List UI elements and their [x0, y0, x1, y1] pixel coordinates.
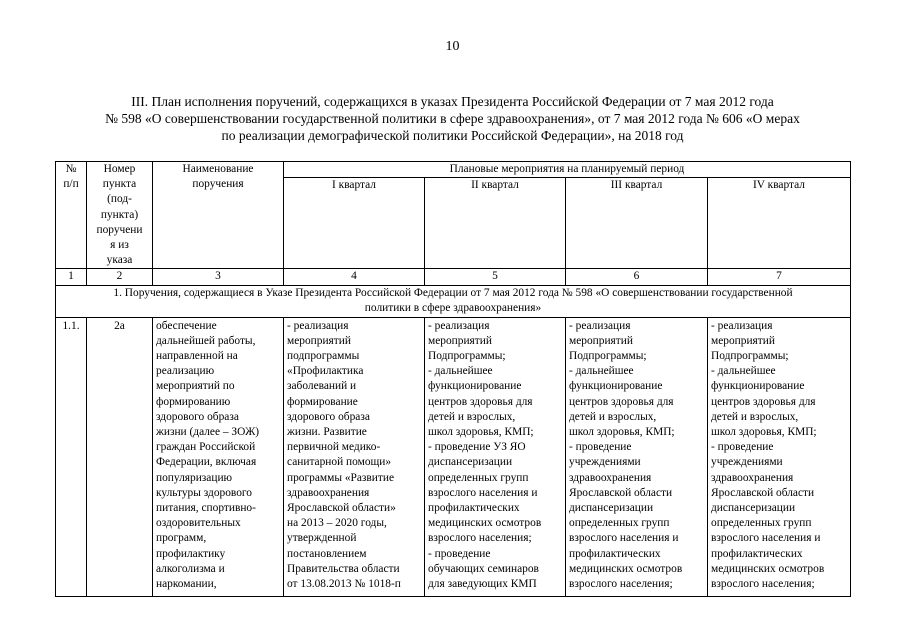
cell-line: здравоохранения	[711, 471, 794, 484]
section-heading: 1. Поручения, содержащиеся в Указе Президента Российской Федерации от 7 мая 2012 года № 598 «О совершенствовании государственной политики в сфере здравоохранения»	[56, 285, 851, 317]
cell-line: детей и взрослых,	[711, 410, 799, 423]
header-col-name: Наименование поручения	[153, 162, 284, 269]
cell-line: диспансеризации	[569, 502, 654, 515]
column-number: 6	[566, 269, 708, 285]
cell-line: - реализация	[287, 319, 349, 332]
cell-line: функционирование	[428, 380, 522, 393]
cell-line: здравоохранения	[569, 471, 652, 484]
document-title	[40, 93, 865, 144]
cell-line: профилактику	[156, 547, 226, 560]
cell-line: здорового образа	[287, 410, 370, 423]
page-number: 10	[445, 39, 460, 54]
header-row	[56, 162, 851, 178]
cell-line: утвержденной	[287, 532, 357, 545]
cell-line: мероприятий	[287, 334, 351, 347]
header-quarter-2: II квартал	[425, 178, 566, 269]
cell-line: детей и взрослых,	[428, 410, 516, 423]
cell-line: мероприятий	[711, 334, 775, 347]
cell-line: - дальнейшее	[428, 365, 493, 378]
cell-line: Ярославской области	[569, 486, 673, 499]
cell-line: - дальнейшее	[711, 365, 776, 378]
plan-table	[55, 161, 851, 597]
cell-line: медицинских осмотров	[428, 517, 542, 530]
cell-line: - реализация	[569, 319, 631, 332]
cell-line: для заведующих КМП	[428, 578, 537, 591]
cell-line: центров здоровья для	[428, 395, 533, 408]
cell-line: мероприятий	[428, 334, 492, 347]
cell-line: Подпрограммы;	[711, 350, 789, 363]
cell-line: диспансеризации	[428, 456, 513, 469]
header-col-point: Номер пункта (под- пункта) поручени я из указа	[87, 162, 153, 269]
cell-line: учреждениями	[569, 456, 641, 469]
row-quarter-4	[708, 317, 851, 596]
cell-line: взрослого населения;	[711, 578, 815, 591]
cell-line: школ здоровья, КМП;	[711, 426, 817, 439]
cell-line: «Профилактика	[287, 365, 364, 378]
column-number: 3	[153, 269, 284, 285]
title-line: № 598 «О совершенствовании государственной политики в сфере здравоохранения», от 7 мая 2012 года № 606 «О мерах	[105, 111, 800, 126]
cell-line: медицинских осмотров	[569, 562, 683, 575]
cell-line: школ здоровья, КМП;	[569, 426, 675, 439]
column-number: 5	[425, 269, 566, 285]
cell-line: профилактических	[711, 547, 803, 560]
cell-line: алкоголизма и	[156, 562, 225, 575]
cell-line: определенных групп	[428, 471, 529, 484]
cell-line: программ,	[156, 532, 207, 545]
cell-line: первичной медико-	[287, 441, 381, 454]
cell-line: взрослого населения;	[428, 532, 532, 545]
cell-line: - реализация	[711, 319, 773, 332]
cell-line: Ярославской области	[711, 486, 815, 499]
cell-line: постановлением	[287, 547, 367, 560]
title-line: III. План исполнения поручений, содержащихся в указах Президента Российской Федерации от 7 мая 2012 года	[131, 94, 774, 109]
cell-line: Подпрограммы;	[569, 350, 647, 363]
cell-line: Федерации, включая	[156, 456, 257, 469]
cell-line: санитарной помощи»	[287, 456, 392, 469]
cell-line: обучающих семинаров	[428, 562, 539, 575]
cell-line: медицинских осмотров	[711, 562, 825, 575]
title-line: по реализации демографической политики Российской Федерации», на 2018 год	[221, 128, 684, 143]
header-group: Плановые мероприятия на планируемый период	[284, 162, 851, 178]
cell-line: реализацию	[156, 365, 215, 378]
cell-line: формирование	[287, 395, 358, 408]
row-quarter-2	[425, 317, 566, 596]
cell-line: - проведение	[569, 441, 632, 454]
cell-line: - проведение УЗ ЯО	[428, 441, 526, 454]
cell-line: обеспечение	[156, 319, 217, 332]
cell-line: - проведение	[711, 441, 774, 454]
cell-line: дальнейшей работы,	[156, 334, 256, 347]
cell-line: питания, спортивно-	[156, 502, 256, 515]
cell-line: культуры здорового	[156, 486, 252, 499]
cell-line: наркомании,	[156, 578, 217, 591]
column-number: 2	[87, 269, 153, 285]
column-number: 1	[56, 269, 87, 285]
cell-line: диспансеризации	[711, 502, 796, 515]
cell-line: формированию	[156, 395, 231, 408]
cell-line: от 13.08.2013 № 1018-п	[287, 578, 401, 591]
cell-line: функционирование	[711, 380, 805, 393]
cell-line: мероприятий	[569, 334, 633, 347]
cell-line: здорового образа	[156, 410, 239, 423]
cell-line: жизни. Развитие	[287, 426, 367, 439]
cell-line: профилактических	[428, 502, 520, 515]
cell-line: - проведение	[428, 547, 491, 560]
cell-line: центров здоровья для	[711, 395, 816, 408]
cell-line: - дальнейшее	[569, 365, 634, 378]
cell-line: оздоровительных	[156, 517, 241, 530]
cell-line: учреждениями	[711, 456, 783, 469]
cell-line: Ярославской области»	[287, 502, 396, 515]
cell-line: направленной на	[156, 350, 238, 363]
cell-line: жизни (далее – ЗОЖ)	[156, 426, 260, 439]
row-number: 1.1.	[56, 317, 87, 596]
cell-line: определенных групп	[569, 517, 670, 530]
cell-line: подпрограммы	[287, 350, 360, 363]
cell-line: определенных групп	[711, 517, 812, 530]
cell-line: заболеваний и	[287, 380, 357, 393]
cell-line: популяризацию	[156, 471, 233, 484]
cell-line: взрослого населения;	[569, 578, 673, 591]
cell-line: школ здоровья, КМП;	[428, 426, 534, 439]
cell-line: взрослого населения и	[711, 532, 821, 545]
row-name	[153, 317, 284, 596]
cell-line: центров здоровья для	[569, 395, 674, 408]
cell-line: на 2013 – 2020 годы,	[287, 517, 387, 530]
cell-line: мероприятий по	[156, 380, 235, 393]
cell-line: - реализация	[428, 319, 490, 332]
row-quarter-3	[566, 317, 708, 596]
cell-line: взрослого населения и	[428, 486, 538, 499]
column-number: 7	[708, 269, 851, 285]
row-quarter-1	[284, 317, 425, 596]
cell-line: взрослого населения и	[569, 532, 679, 545]
cell-line: Правительства области	[287, 562, 400, 575]
row-point: 2а	[87, 317, 153, 596]
cell-line: граждан Российской	[156, 441, 256, 454]
cell-line: Подпрограммы;	[428, 350, 506, 363]
table-row	[56, 317, 851, 596]
cell-line: детей и взрослых,	[569, 410, 657, 423]
column-number: 4	[284, 269, 425, 285]
section-row	[56, 285, 851, 317]
header-col-no: № п/п	[56, 162, 87, 269]
header-quarter-1: I квартал	[284, 178, 425, 269]
cell-line: профилактических	[569, 547, 661, 560]
cell-line: функционирование	[569, 380, 663, 393]
cell-line: здравоохранения	[287, 486, 370, 499]
header-quarter-4: IV квартал	[708, 178, 851, 269]
header-quarter-3: III квартал	[566, 178, 708, 269]
column-numbers-row	[56, 269, 851, 285]
cell-line: программы «Развитие	[287, 471, 395, 484]
